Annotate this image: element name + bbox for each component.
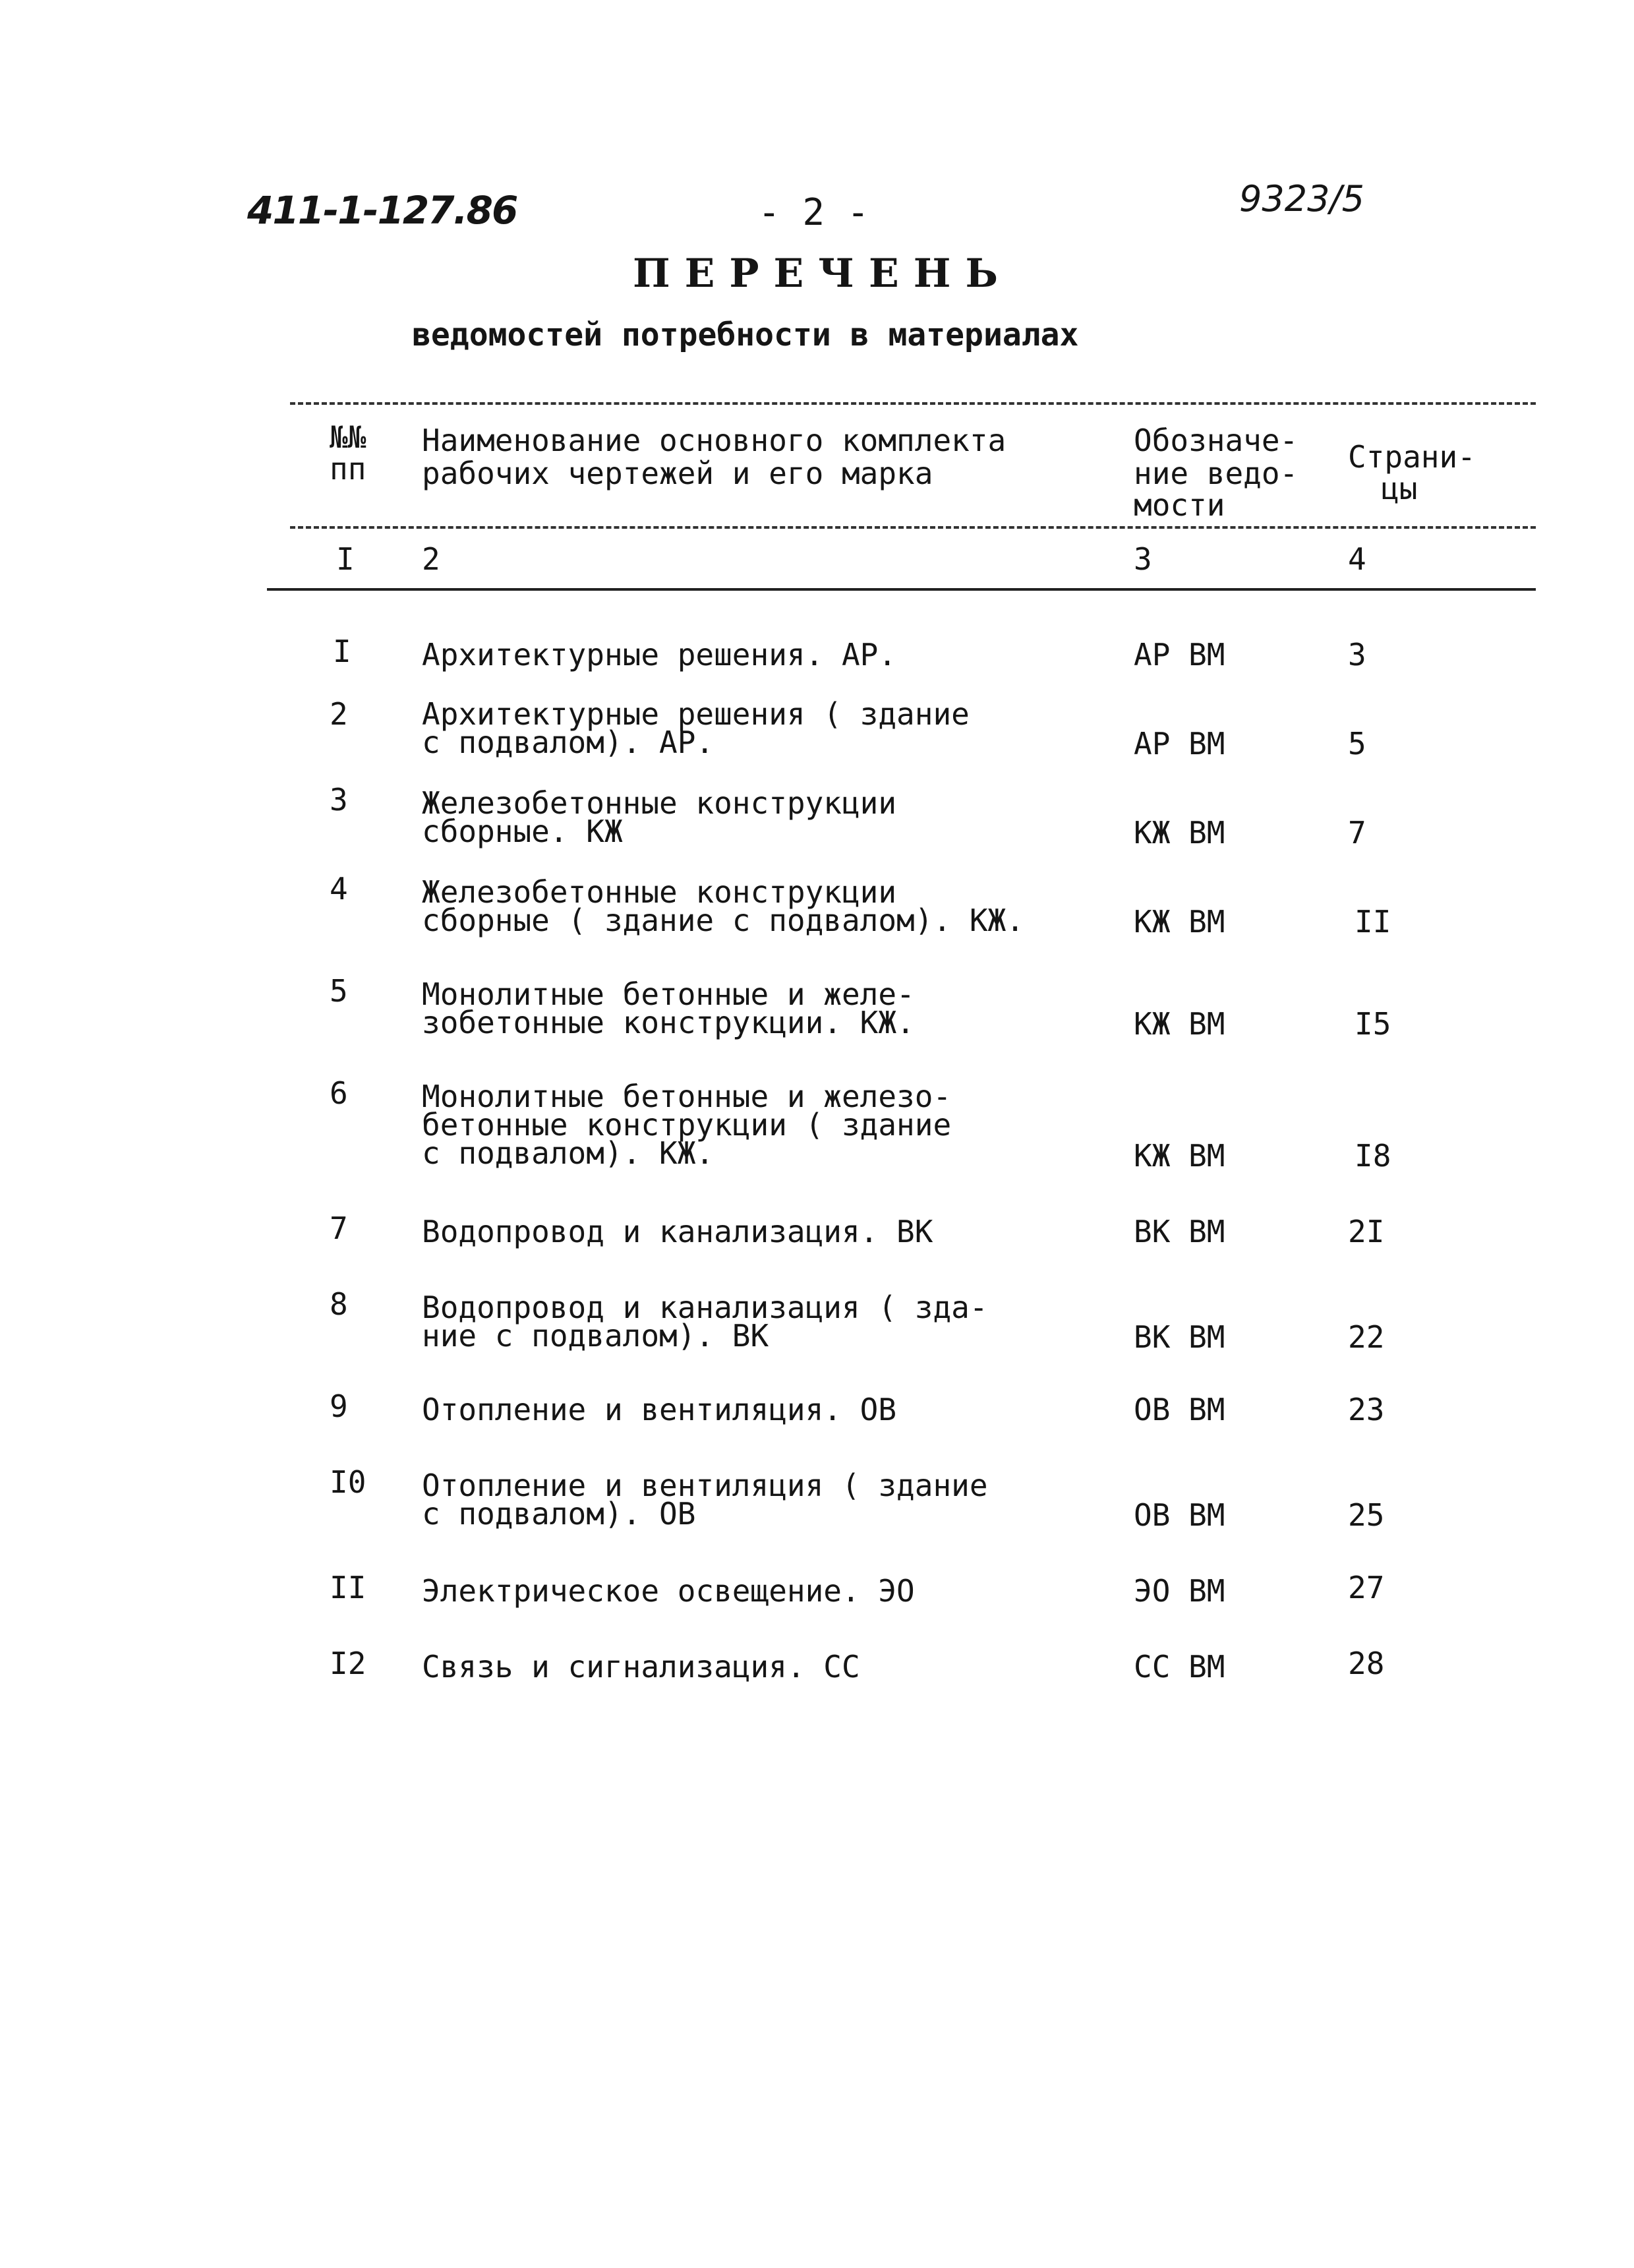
table-row-name: Водопровод и канализация ( зда- <box>422 1290 988 1325</box>
table-row-code: ВК ВМ <box>1134 1214 1225 1249</box>
column-number-2: 2 <box>422 541 440 577</box>
header-code-line-3: мости <box>1134 487 1225 523</box>
table-row-num: I0 <box>330 1464 366 1500</box>
table-row-num: 5 <box>330 973 348 1009</box>
table-row-name: бетонные конструкции ( здание <box>422 1107 952 1143</box>
table-row-num: 2 <box>330 696 348 732</box>
table-row-page: 3 <box>1348 637 1366 672</box>
header-name-line-2: рабочих чертежей и его марка <box>422 456 933 491</box>
table-row-name: с подвалом). ОВ <box>422 1496 696 1532</box>
table-row-name: Связь и сигнализация. СС <box>422 1649 860 1685</box>
table-row-name: Электрическое освещение. ЭО <box>422 1573 915 1609</box>
table-row-page: 25 <box>1348 1497 1385 1533</box>
table-row-code: АР ВМ <box>1134 726 1225 761</box>
table-row-page: 2I <box>1348 1214 1385 1249</box>
header-code-line-2: ние ведо- <box>1134 456 1298 491</box>
table-row-name: Отопление и вентиляция ( здание <box>422 1468 988 1503</box>
table-row-num: 7 <box>330 1210 348 1246</box>
table-row-code: ВК ВМ <box>1134 1319 1225 1355</box>
header-name-line-1: Наименование основного комплекта <box>422 423 1007 458</box>
table-row-num: II <box>330 1570 366 1605</box>
table-row-num: 6 <box>330 1075 348 1111</box>
table-row-page: 27 <box>1348 1570 1385 1605</box>
table-row-num: I2 <box>330 1646 366 1681</box>
table-row-name: ние с подвалом). ВК <box>422 1318 769 1354</box>
table-row-code: АР ВМ <box>1134 637 1225 672</box>
table-row-name: Водопровод и канализация. ВК <box>422 1214 933 1249</box>
table-row-page: 7 <box>1348 815 1366 850</box>
table-row-name: Монолитные бетонные и желе- <box>422 976 915 1012</box>
table-row-name: Железобетонные конструкции <box>422 785 897 821</box>
table-row-code: КЖ ВМ <box>1134 1138 1225 1174</box>
table-row-code: КЖ ВМ <box>1134 815 1225 850</box>
header-num-line-2: пп <box>330 451 366 487</box>
table-top-rule <box>290 402 1536 405</box>
header-num-line-1: №№ <box>330 419 366 455</box>
table-row-code: СС ВМ <box>1134 1649 1225 1685</box>
table-row-name: с подвалом). КЖ. <box>422 1135 715 1171</box>
page-number: - 2 - <box>758 191 869 234</box>
table-row-page: 22 <box>1348 1319 1385 1355</box>
table-row-page: 28 <box>1348 1646 1385 1681</box>
page-title: ПЕРЕЧЕНЬ <box>633 251 1012 297</box>
table-row-num: I <box>333 634 351 669</box>
table-row-num: 4 <box>330 871 348 907</box>
table-row-name: зобетонные конструкции. КЖ. <box>422 1005 915 1040</box>
table-row-num: 3 <box>330 782 348 818</box>
table-row-code: ОВ ВМ <box>1134 1392 1225 1427</box>
table-row-name: сборные ( здание с подвалом). КЖ. <box>422 903 1024 938</box>
table-row-code: ЭО ВМ <box>1134 1573 1225 1609</box>
table-row-page: I8 <box>1355 1138 1391 1174</box>
table-row-name: Монолитные бетонные и железо- <box>422 1079 952 1114</box>
table-row-page: 23 <box>1348 1392 1385 1427</box>
table-row-code: КЖ ВМ <box>1134 1006 1225 1042</box>
column-number-4: 4 <box>1348 541 1366 577</box>
page-subtitle: ведомостей потребности в материалах <box>412 316 1079 353</box>
table-row-page: I5 <box>1355 1006 1391 1042</box>
table-row-num: 8 <box>330 1286 348 1322</box>
inventory-number: 9323/5 <box>1239 178 1364 220</box>
header-pages-line-1: Страни- <box>1348 439 1476 475</box>
column-numbers-rule <box>267 588 1536 591</box>
table-row-name: Архитектурные решения. АР. <box>422 637 897 672</box>
table-row-code: КЖ ВМ <box>1134 904 1225 940</box>
table-row-code: ОВ ВМ <box>1134 1497 1225 1533</box>
header-code-line-1: Обозначе- <box>1134 423 1298 458</box>
header-pages-line-2: цы <box>1381 471 1418 506</box>
table-row-page: II <box>1355 904 1391 940</box>
table-row-name: Архитектурные решения ( здание <box>422 696 970 732</box>
column-number-3: 3 <box>1134 541 1152 577</box>
column-number-1: I <box>336 541 355 577</box>
table-row-num: 9 <box>330 1388 348 1424</box>
table-row-name: Железобетонные конструкции <box>422 874 897 910</box>
header-bottom-rule <box>290 526 1536 529</box>
document-code: 411-1-127.86 <box>247 188 517 233</box>
table-row-name: сборные. КЖ <box>422 814 623 849</box>
table-row-name: Отопление и вентиляция. ОВ <box>422 1392 897 1427</box>
table-row-name: с подвалом). АР. <box>422 725 715 760</box>
table-row-page: 5 <box>1348 726 1366 761</box>
